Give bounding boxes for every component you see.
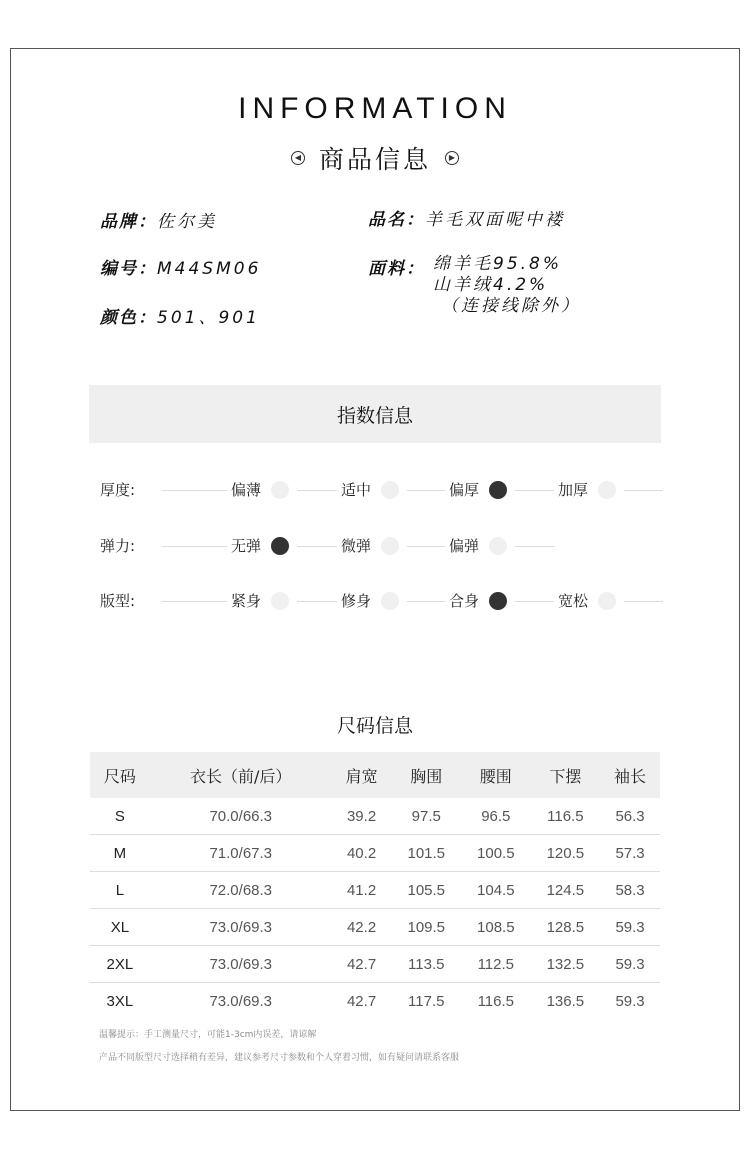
table-cell: 97.5 <box>391 798 461 835</box>
table-cell: 124.5 <box>531 872 601 909</box>
size-col-header: 袖长 <box>600 752 660 798</box>
fabric-label: 面料： <box>368 259 425 279</box>
table-cell: 108.5 <box>461 909 531 946</box>
table-cell: 128.5 <box>531 909 601 946</box>
fabric-line-1: 绵羊毛95.8% <box>433 254 563 274</box>
table-cell: XL <box>90 909 150 946</box>
name-value: 羊毛双面呢中褛 <box>425 210 565 230</box>
size-col-header: 尺码 <box>90 752 150 798</box>
index-row-fit <box>100 591 663 611</box>
index-option-label: 紧身 <box>231 592 262 610</box>
table-row <box>90 983 660 1020</box>
brand-info <box>100 207 217 232</box>
code-label: 编号： <box>100 259 157 279</box>
size-table <box>90 752 660 1019</box>
table-cell: 71.0/67.3 <box>150 835 332 872</box>
table-cell: 70.0/66.3 <box>150 798 332 835</box>
name-info <box>368 205 565 230</box>
table-cell: 57.3 <box>600 835 660 872</box>
fabric-line-2: 山羊绒4.2% <box>433 275 549 295</box>
table-cell: 120.5 <box>531 835 601 872</box>
index-row-label: 弹力: <box>100 537 136 555</box>
table-cell: 42.2 <box>332 909 392 946</box>
table-cell: 116.5 <box>477 992 515 1010</box>
index-dot-selected <box>489 481 507 499</box>
note-line-2: 产品不同版型尺寸选择稍有差异，建议参考尺寸参数和个人穿着习惯，如有疑问请联系客服 <box>99 1053 460 1063</box>
index-dot <box>598 592 616 610</box>
index-option <box>554 480 624 500</box>
color-info <box>100 303 260 328</box>
table-cell: 136.5 <box>546 992 585 1010</box>
table-cell: L <box>90 872 150 909</box>
table-cell: 101.5 <box>391 835 461 872</box>
table-cell: 117.5 <box>408 992 445 1010</box>
table-cell: 59.3 <box>600 909 660 946</box>
table-cell: 72.0/68.3 <box>150 872 332 909</box>
table-row <box>90 835 660 872</box>
index-option <box>227 591 297 611</box>
note-line-1: 温馨提示：手工测量尺寸，可能1-3cm内误差，请谅解 <box>99 1030 317 1040</box>
table-row <box>90 798 660 835</box>
table-cell: 100.5 <box>461 835 531 872</box>
size-col-header: 胸围 <box>391 752 461 798</box>
title-chinese-row <box>0 140 750 176</box>
size-col-header: 肩宽 <box>332 752 392 798</box>
index-row-thickness <box>100 480 663 500</box>
index-dot <box>381 481 399 499</box>
index-option-label: 加厚 <box>558 481 589 499</box>
table-cell: 96.5 <box>461 798 531 835</box>
index-option <box>227 536 297 556</box>
table-cell: 132.5 <box>531 946 601 983</box>
table-cell: 73.0/69.3 <box>209 992 273 1010</box>
index-option <box>445 536 515 556</box>
index-dot <box>381 592 399 610</box>
index-option <box>554 591 624 611</box>
code-value: M44SM06 <box>157 259 262 279</box>
brand-value: 佐尔美 <box>157 212 217 232</box>
table-row <box>90 872 660 909</box>
index-option-label: 偏薄 <box>231 481 262 499</box>
index-option <box>227 480 297 500</box>
table-cell: 56.3 <box>600 798 660 835</box>
index-option-label: 偏弹 <box>449 537 480 555</box>
index-option <box>445 480 515 500</box>
code-info <box>100 254 261 279</box>
table-cell: 42.7 <box>346 992 377 1010</box>
circle-left-arrow-icon: ◀ <box>291 151 305 165</box>
title-english: INFORMATION <box>238 92 512 125</box>
index-row-label: 版型: <box>100 592 136 610</box>
index-dot-selected <box>271 537 289 555</box>
table-cell: 104.5 <box>461 872 531 909</box>
table-cell: 2XL <box>90 946 150 983</box>
index-dot <box>598 481 616 499</box>
index-section-title: 指数信息 <box>336 404 413 427</box>
size-col-header: 下摆 <box>531 752 601 798</box>
fabric-values <box>433 254 581 317</box>
color-label: 颜色： <box>100 308 157 328</box>
circle-right-arrow-icon: ▶ <box>445 151 459 165</box>
index-dot <box>271 592 289 610</box>
index-option-label: 无弹 <box>231 537 262 555</box>
size-col-header: 衣长（前/后） <box>150 752 332 798</box>
index-option-label: 微弹 <box>341 537 372 555</box>
index-option <box>445 591 515 611</box>
table-cell: 113.5 <box>391 946 461 983</box>
index-dot <box>271 481 289 499</box>
index-option <box>337 591 407 611</box>
table-cell: 73.0/69.3 <box>150 946 332 983</box>
table-cell: 116.5 <box>531 798 601 835</box>
brand-label: 品牌： <box>100 212 157 232</box>
index-option-label: 宽松 <box>558 592 589 610</box>
index-option <box>337 536 407 556</box>
name-label: 品名： <box>368 210 425 230</box>
size-section-title: 尺码信息 <box>336 715 413 737</box>
table-cell: 109.5 <box>391 909 461 946</box>
table-cell: 59.3 <box>615 992 645 1010</box>
index-dot-selected <box>489 592 507 610</box>
index-row-label: 厚度: <box>100 481 136 499</box>
index-option-label: 修身 <box>341 592 372 610</box>
index-section-header <box>89 385 661 443</box>
size-table-header-row <box>90 752 660 798</box>
table-cell: 3XL <box>106 992 134 1010</box>
title-chinese: 商品信息 <box>318 145 431 174</box>
size-col-header: 腰围 <box>461 752 531 798</box>
index-row-elasticity <box>100 536 663 556</box>
table-cell: 39.2 <box>332 798 392 835</box>
index-option-label: 偏厚 <box>449 481 480 499</box>
table-cell: M <box>90 835 150 872</box>
table-cell: 112.5 <box>461 946 531 983</box>
index-dot <box>489 537 507 555</box>
table-cell: 41.2 <box>332 872 392 909</box>
table-row <box>90 946 660 983</box>
color-value: 501、901 <box>157 308 260 328</box>
table-cell: 73.0/69.3 <box>150 909 332 946</box>
index-dot <box>381 537 399 555</box>
fabric-line-3: （连接线除外） <box>441 296 581 316</box>
index-option-label: 合身 <box>449 592 480 610</box>
table-cell: S <box>90 798 150 835</box>
table-cell: 58.3 <box>600 872 660 909</box>
table-cell: 42.7 <box>332 946 392 983</box>
table-cell: 40.2 <box>332 835 392 872</box>
table-cell: 59.3 <box>600 946 660 983</box>
fabric-info <box>368 254 425 279</box>
index-option-label: 适中 <box>341 481 372 499</box>
index-option <box>337 480 407 500</box>
table-cell: 105.5 <box>391 872 461 909</box>
table-row <box>90 909 660 946</box>
